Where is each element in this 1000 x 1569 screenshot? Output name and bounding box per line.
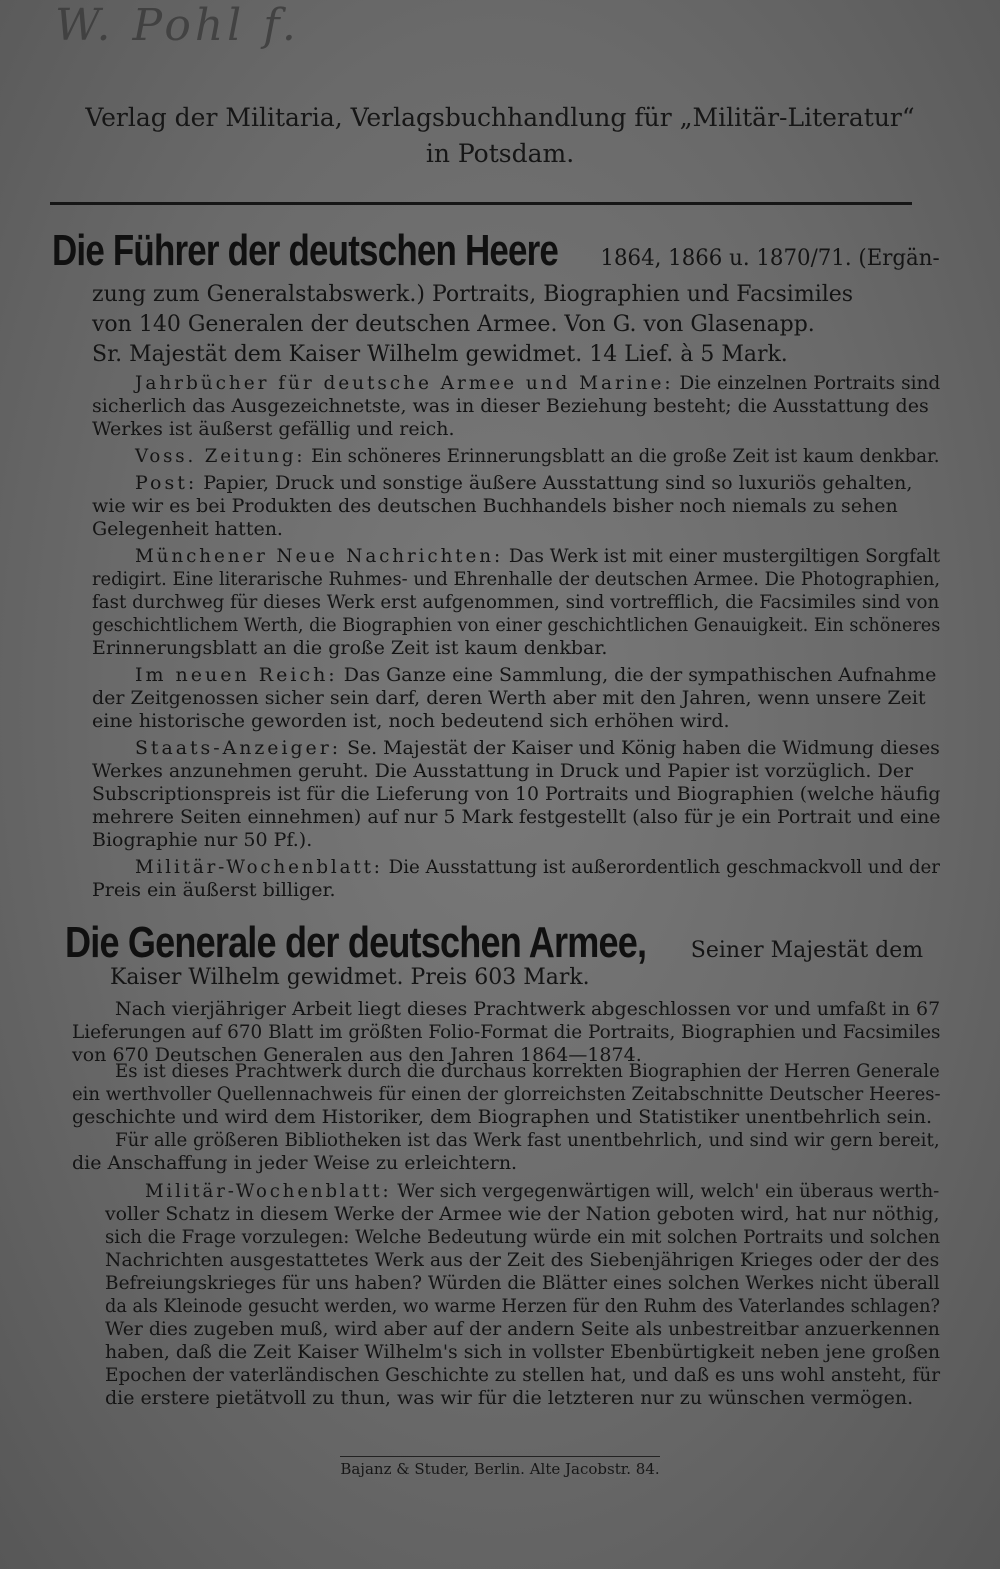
review-line: eine historische geworden ist, noch bedeutend sich erhöhen wird.	[92, 710, 730, 732]
review-line: Biographie nur 50 Pf.).	[92, 829, 313, 851]
review-line: der Zeitgenossen sicher sein darf, deren Werth aber mit den Jahren, wenn unsere Zeit	[92, 687, 926, 709]
paragraph-line: die Anschaffung in jeder Weise zu erleichtern.	[72, 1152, 518, 1174]
review-line: Staats-Anzeiger: Se. Majestät der Kaiser und König haben die Widmung dieses	[135, 737, 940, 759]
review-source: Im neuen Reich:	[135, 664, 338, 686]
printer-imprint-text: Bajanz & Studer, Berlin. Alte Jacobstr. 84.	[340, 1456, 659, 1478]
review-source: Staats-Anzeiger:	[135, 737, 342, 759]
review-line: Nachrichten ausgestattetes Werk aus der Zeit des Siebenjährigen Krieges oder der des	[105, 1249, 940, 1271]
review-line: da als Kleinode gesucht werden, wo warme Herzen für den Ruhm des Vaterlandes schlagen?	[105, 1295, 940, 1317]
review-line: sich die Frage vorzulegen: Welche Bedeutung würde ein mit solchen Portraits und solchen	[105, 1226, 941, 1248]
review-line: Münchener Neue Nachrichten: Das Werk ist mit einer mustergiltigen Sorgfalt	[135, 545, 941, 567]
handwritten-note: W. Pohl f.	[55, 0, 300, 51]
section2-line2: Kaiser Wilhelm gewidmet. Preis 603 Mark.	[110, 965, 590, 990]
review-line: geschichtlichem Werth, die Biographien von einer geschichtlichen Genauigkeit. Ein schöneres	[92, 614, 941, 636]
review-source: Militär-Wochenblatt:	[135, 856, 383, 878]
review-source: Jahrbücher für deutsche Armee und Marine:	[135, 372, 674, 394]
section1-line: von 140 Generalen der deutschen Armee. Von G. von Glasenapp.	[92, 312, 815, 337]
review-line: Wer dies zugeben muß, wird aber auf der andern Seite als unbestreitbar anzuerkennen	[105, 1318, 940, 1340]
paragraph-line: ein werthvoller Quellennachweis für einen der glorreichsten Zeitabschnitte Deutscher Heeres-	[72, 1083, 941, 1105]
paragraph-line: von 670 Deutschen Generalen aus den Jahren 1864—1874.	[72, 1044, 642, 1066]
section2-title-line	[65, 918, 923, 968]
review-line: Jahrbücher für deutsche Armee und Marine: Die einzelnen Portraits sind	[135, 372, 941, 394]
review-line: redigirt. Eine literarische Ruhmes- und Ehrenhalle der deutschen Armee. Die Photographien,	[92, 568, 941, 590]
paragraph-line: Nach vierjähriger Arbeit liegt dieses Prachtwerk abgeschlossen vor und umfaßt in 67	[115, 998, 941, 1020]
review-line: haben, daß die Zeit Kaiser Wilhelm's sich in vollster Ebenbürtigkeit neben jene großen	[105, 1341, 941, 1363]
review-line: mehrere Seiten einnehmen) auf nur 5 Mark festgestellt (also für je ein Portrait und eine	[92, 806, 941, 828]
section1-line: Sr. Majestät dem Kaiser Wilhelm gewidmet. 14 Lief. à 5 Mark.	[92, 342, 788, 367]
publisher-line-2: in Potsdam.	[425, 139, 575, 168]
review-line: die erstere pietätvoll zu thun, was wir für die letzteren nur zu wünschen vermögen.	[105, 1387, 914, 1409]
header-rule	[50, 202, 912, 205]
review-line: fast durchweg für dieses Werk erst aufgenommen, sind vortrefflich, die Facsimiles sind von	[92, 591, 940, 613]
review-source: Voss. Zeitung:	[135, 445, 306, 467]
paragraph-line: Es ist dieses Prachtwerk durch die durchaus korrekten Biographien der Herren Generale	[115, 1060, 940, 1082]
publisher-line-1: Verlag der Militaria, Verlagsbuchhandlung für „Militär-Literatur“	[85, 103, 915, 132]
printer-imprint	[0, 1460, 1000, 1478]
review-line: sicherlich das Ausgezeichnetste, was in dieser Beziehung besteht; die Ausstattung des	[92, 395, 929, 417]
paragraph-line: geschichte und wird dem Historiker, dem Biographen und Statistiker unentbehrlich sein.	[72, 1106, 933, 1128]
review-line: wie wir es bei Produkten des deutschen Buchhandels bisher noch niemals zu sehen	[92, 495, 898, 517]
review-line: Militär-Wochenblatt: Die Ausstattung ist außerordentlich geschmackvoll und der	[135, 856, 941, 878]
review-line: Preis ein äußerst billiger.	[92, 879, 336, 901]
section2-title: Die Generale der deutschen Armee,	[65, 918, 647, 967]
paragraph-line: Lieferungen auf 670 Blatt im größten Folio-Format die Portraits, Biographien und Facsimiles	[72, 1021, 941, 1043]
review-line: Werkes ist äußerst gefällig und reich.	[92, 418, 455, 440]
review-line: Im neuen Reich: Das Ganze eine Sammlung, die der sympathischen Aufnahme	[135, 664, 937, 686]
review-source: Militär-Wochenblatt:	[145, 1180, 392, 1202]
review-line: voller Schatz in diesem Werke der Armee wie der Nation geboten wird, hat nur nöthig,	[105, 1203, 940, 1225]
review-line: Befreiungskrieges für uns haben? Würden die Blätter eines solchen Werkes nicht überall	[105, 1272, 940, 1294]
paragraph-line: Für alle größeren Bibliotheken ist das Werk fast unentbehrlich, und sind wir gern bereit,	[115, 1129, 940, 1151]
section2-title-rest: Seiner Majestät dem	[690, 938, 924, 963]
section1-line: zung zum Generalstabswerk.) Portraits, Biographien und Facsimiles	[92, 282, 854, 307]
review-source: Post:	[135, 472, 198, 494]
review-line: Post: Papier, Druck und sonstige äußere Ausstattung sind so luxuriös gehalten,	[135, 472, 913, 494]
section1-title-line	[52, 226, 940, 276]
review-line: Werkes anzunehmen geruht. Die Ausstattung in Druck und Papier ist vorzüglich. Der	[92, 760, 914, 782]
section1-title: Die Führer der deutschen Heere	[52, 226, 559, 275]
review-line: Epochen der vaterländischen Geschichte zu stellen hat, und daß es uns wohl ansteht, für	[105, 1364, 941, 1386]
review-line: Gelegenheit hatten.	[92, 518, 283, 540]
review-line: Voss. Zeitung: Ein schöneres Erinnerungsblatt an die große Zeit ist kaum denkbar.	[135, 445, 940, 467]
review-source: Münchener Neue Nachrichten:	[135, 545, 504, 567]
review-line: Militär-Wochenblatt: Wer sich vergegenwärtigen will, welch' ein überaus werth-	[145, 1180, 940, 1202]
review-line: Erinnerungsblatt an die große Zeit ist kaum denkbar.	[92, 637, 608, 659]
section1-title-rest: 1864, 1866 u. 1870/71. (Ergän-	[600, 246, 940, 271]
review-line: Subscriptionspreis ist für die Lieferung von 10 Portraits und Biographien (welche häufig	[92, 783, 941, 805]
publisher-header	[0, 100, 1000, 172]
